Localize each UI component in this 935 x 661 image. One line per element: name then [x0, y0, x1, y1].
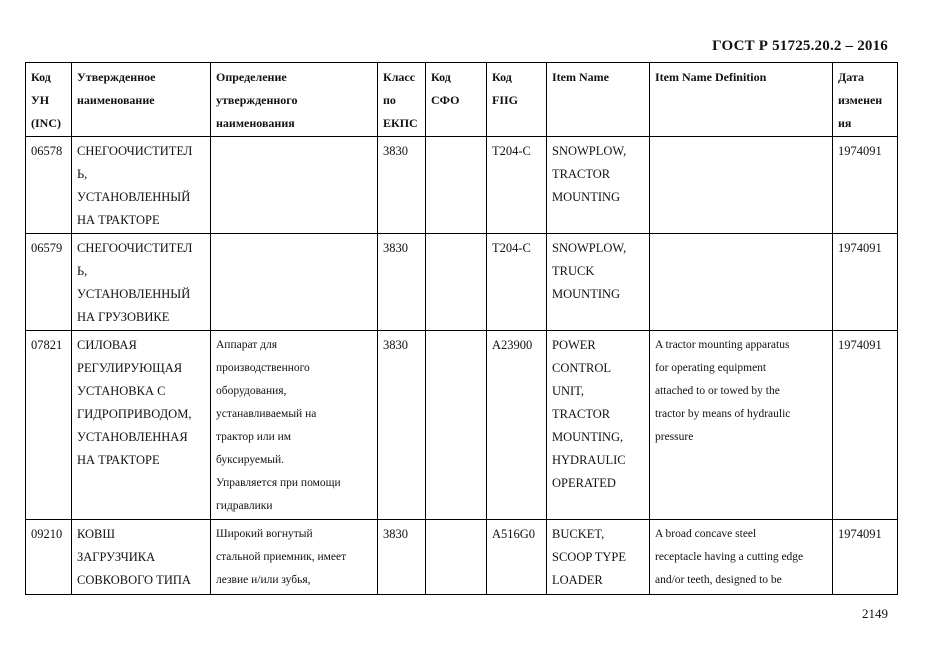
cell-class: 3830	[378, 520, 426, 595]
table-row	[26, 331, 898, 520]
cell-sfo-code	[426, 234, 487, 331]
cell-item-name: SNOWPLOW, TRUCK MOUNTING	[547, 234, 650, 331]
cell-definition	[211, 137, 378, 234]
col-header-item-name: Item Name	[547, 63, 650, 137]
cell-definition: Широкий вогнутый стальной приемник, имеет лезвие и/или зубья,	[211, 520, 378, 595]
cell-item-name: SNOWPLOW, TRACTOR MOUNTING	[547, 137, 650, 234]
cell-definition: Аппарат для производственного оборудования, устанавливаемый на трактор или им буксируемый. Управляется при помощи гидравлики	[211, 331, 378, 520]
table-header-row	[26, 63, 898, 137]
col-header-fiig-code: Код FIIG	[487, 63, 547, 137]
cell-sfo-code	[426, 137, 487, 234]
col-header-code: Код УН (INC)	[26, 63, 72, 137]
cell-code: 07821	[26, 331, 72, 520]
table-row	[26, 234, 898, 331]
cell-item-name: BUCKET, SCOOP TYPE LOADER	[547, 520, 650, 595]
cell-sfo-code	[426, 331, 487, 520]
document-title: ГОСТ Р 51725.20.2 – 2016	[712, 38, 888, 54]
item-names-table	[25, 62, 898, 595]
cell-code: 09210	[26, 520, 72, 595]
cell-class: 3830	[378, 234, 426, 331]
cell-fiig-code: T204-C	[487, 137, 547, 234]
cell-change-date: 1974091	[833, 137, 898, 234]
col-header-definition: Определение утвержденного наименования	[211, 63, 378, 137]
col-header-change-date: Дата изменен ия	[833, 63, 898, 137]
table-row	[26, 520, 898, 595]
cell-class: 3830	[378, 331, 426, 520]
cell-code: 06579	[26, 234, 72, 331]
cell-item-name-definition: A broad concave steel receptacle having a cutting edge and/or teeth, designed to be	[650, 520, 833, 595]
cell-approved-name: СИЛОВАЯ РЕГУЛИРУЮЩАЯ УСТАНОВКА С ГИДРОПРИВОДОМ, УСТАНОВЛЕННАЯ НА ТРАКТОРЕ	[72, 331, 211, 520]
col-header-class: Класс по ЕКПС	[378, 63, 426, 137]
cell-approved-name: КОВШ ЗАГРУЗЧИКА СОВКОВОГО ТИПА	[72, 520, 211, 595]
col-header-sfo-code: Код СФО	[426, 63, 487, 137]
cell-sfo-code	[426, 520, 487, 595]
cell-approved-name: СНЕГООЧИСТИТЕЛ Ь, УСТАНОВЛЕННЫЙ НА ГРУЗОВИКЕ	[72, 234, 211, 331]
col-header-approved-name: Утвержденное наименование	[72, 63, 211, 137]
cell-code: 06578	[26, 137, 72, 234]
cell-fiig-code: A516G0	[487, 520, 547, 595]
cell-item-name-definition: A tractor mounting apparatus for operating equipment attached to or towed by the tractor by means of hydraulic pressure	[650, 331, 833, 520]
cell-change-date: 1974091	[833, 331, 898, 520]
cell-item-name-definition	[650, 234, 833, 331]
cell-change-date: 1974091	[833, 234, 898, 331]
cell-fiig-code: T204-C	[487, 234, 547, 331]
page-number: 2149	[862, 606, 888, 621]
cell-approved-name: СНЕГООЧИСТИТЕЛ Ь, УСТАНОВЛЕННЫЙ НА ТРАКТОРЕ	[72, 137, 211, 234]
cell-fiig-code: A23900	[487, 331, 547, 520]
col-header-item-name-definition: Item Name Definition	[650, 63, 833, 137]
table-row	[26, 137, 898, 234]
cell-item-name-definition	[650, 137, 833, 234]
cell-change-date: 1974091	[833, 520, 898, 595]
cell-class: 3830	[378, 137, 426, 234]
cell-definition	[211, 234, 378, 331]
cell-item-name: POWER CONTROL UNIT, TRACTOR MOUNTING, HYDRAULIC OPERATED	[547, 331, 650, 520]
